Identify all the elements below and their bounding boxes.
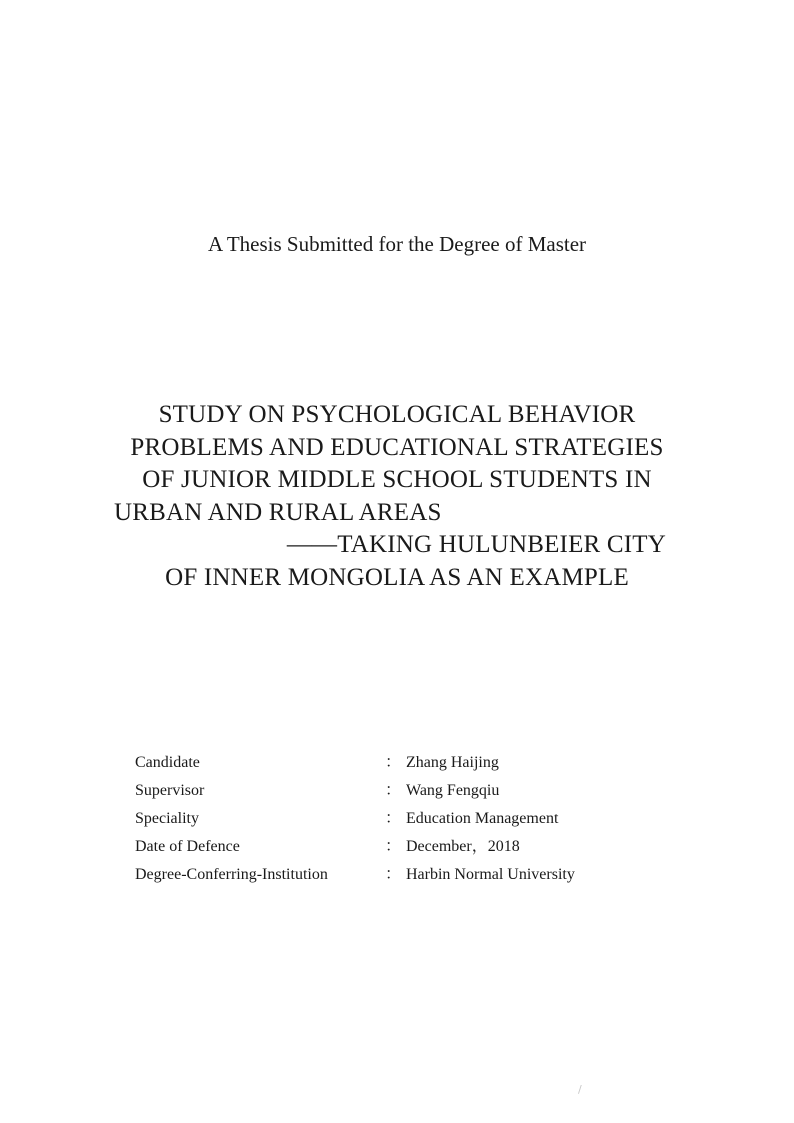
info-label: Candidate xyxy=(135,754,200,771)
title-line: STUDY ON PSYCHOLOGICAL BEHAVIOR xyxy=(158,401,636,428)
info-value: Wang Fengqiu xyxy=(406,782,500,799)
info-label: Supervisor xyxy=(135,782,205,799)
info-value: December，2018 xyxy=(406,838,520,855)
title-line: ——TAKING HULUNBEIER CITY xyxy=(286,531,666,558)
info-value: Harbin Normal University xyxy=(406,866,575,883)
thesis-info-table xyxy=(135,749,575,889)
title-line: OF JUNIOR MIDDLE SCHOOL STUDENTS IN xyxy=(142,466,652,493)
info-separator: ： xyxy=(385,838,402,855)
info-row-date-of-defence xyxy=(135,833,575,861)
title-line: OF INNER MONGOLIA AS AN EXAMPLE xyxy=(165,563,629,591)
title-line: PROBLEMS AND EDUCATIONAL STRATEGIES xyxy=(130,433,664,461)
thesis-title xyxy=(114,399,680,594)
title-line: URBAN AND RURAL AREAS xyxy=(114,498,442,526)
info-separator: ： xyxy=(385,782,402,799)
info-row-institution xyxy=(135,861,575,889)
info-row-supervisor xyxy=(135,777,575,805)
degree-statement: A Thesis Submitted for the Degree of Master xyxy=(207,232,587,256)
info-value: Zhang Haijing xyxy=(406,754,499,771)
info-separator: ： xyxy=(385,810,402,827)
info-label: Date of Defence xyxy=(135,838,240,855)
info-separator: ： xyxy=(385,866,402,883)
info-label: Speciality xyxy=(135,810,199,827)
info-label: Degree-Conferring-Institution xyxy=(135,866,328,883)
page-footer-mark: / xyxy=(578,1083,582,1096)
info-separator: ： xyxy=(385,754,402,771)
info-row-speciality xyxy=(135,805,575,833)
info-row-candidate xyxy=(135,749,575,777)
info-value: Education Management xyxy=(406,810,559,827)
